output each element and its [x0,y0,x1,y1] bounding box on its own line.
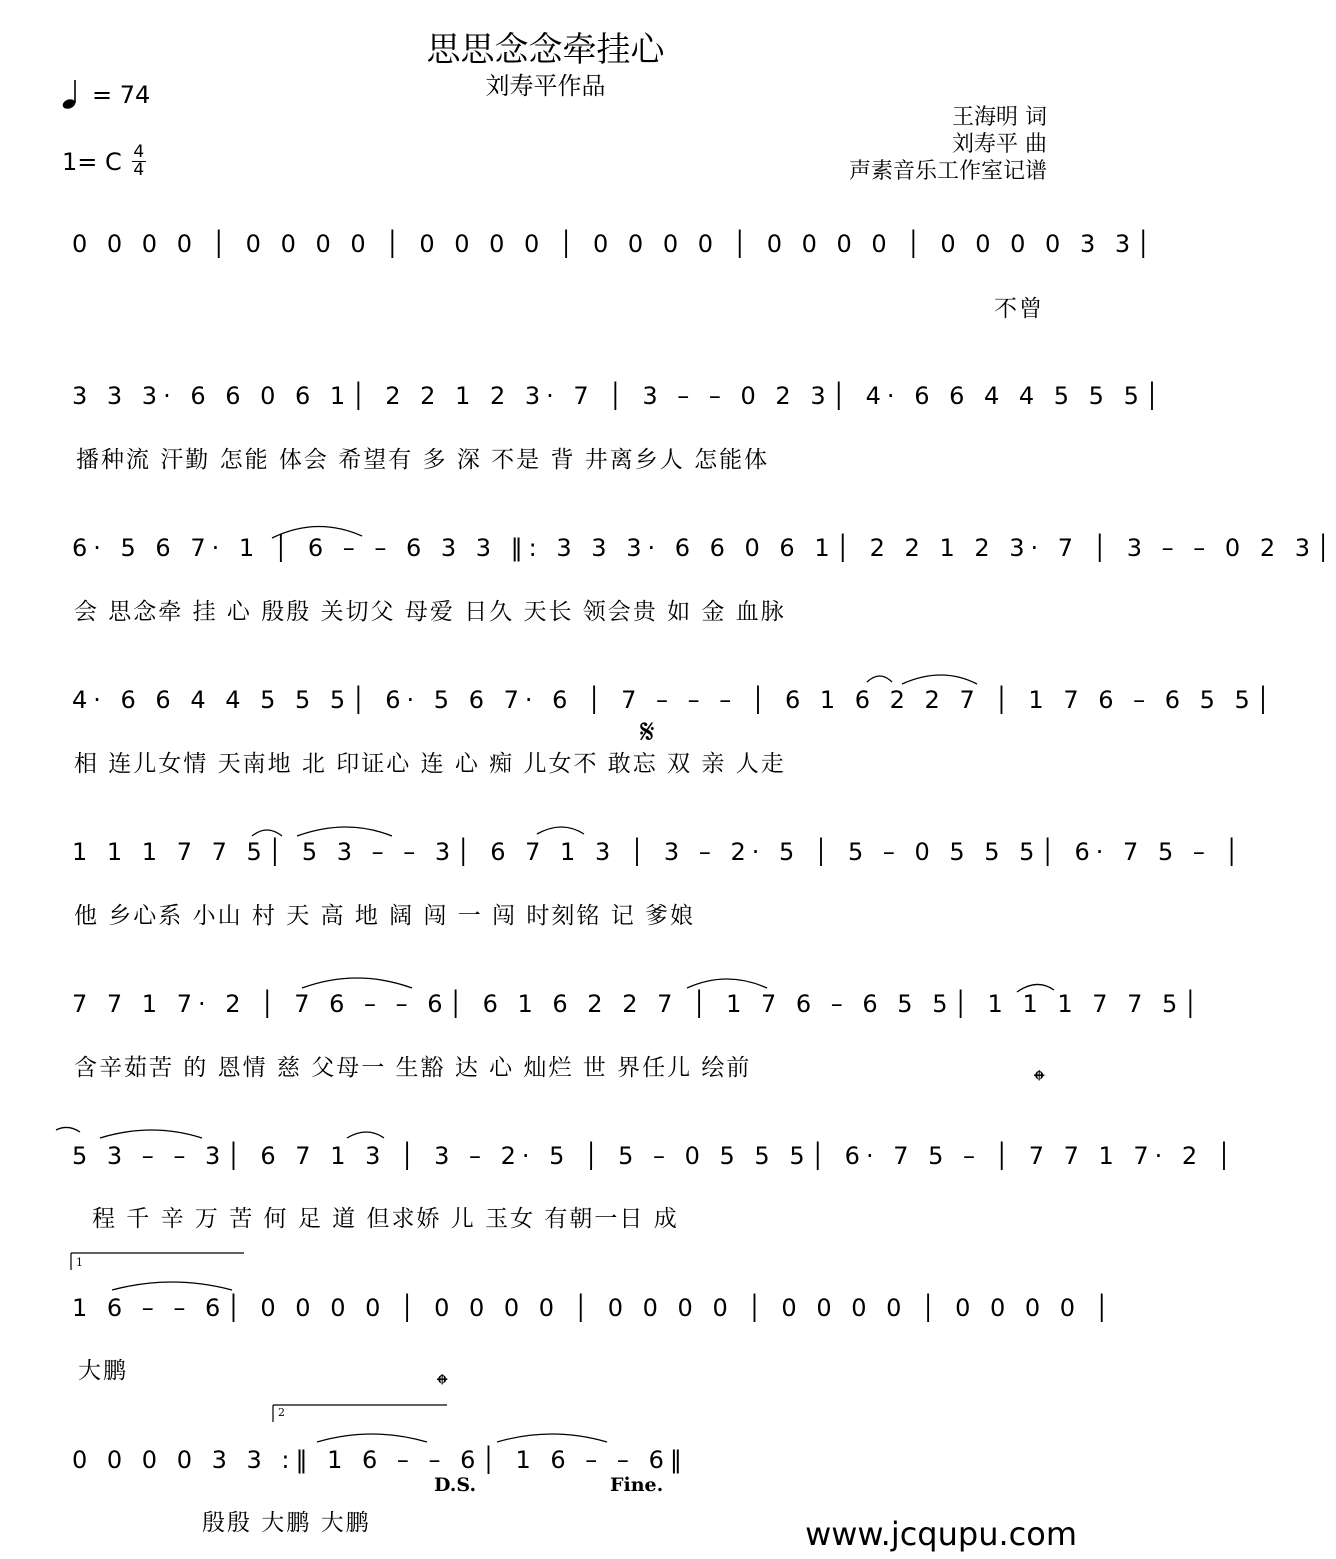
time-sig-top: 4 [133,142,145,162]
notation-line: 0 0 0 0 3 3 :‖ 1 6 – – 6│ 1 6 – – 6‖ [72,1446,688,1474]
staff-system-7 [72,1136,1238,1176]
staff-system-1 [72,224,1157,264]
song-subtitle: 刘寿平作品 [485,72,606,100]
staff-system-4 [72,680,1277,720]
volta-bracket-1 [70,1252,245,1272]
notation-line: 1 6 – – 6│ 0 0 0 0 │ 0 0 0 0 │ 0 0 0 0 │ 0 0 0 0 │ 0 0 0 0 │ [72,1294,1116,1322]
fine-marking: Fine. [610,1474,664,1496]
tempo-value: = 74 [92,81,151,109]
lyricist: 王海明 词 [952,105,1047,130]
notation-line: 1 1 1 7 7 5│ 5 3 – – 3│ 6 7 1 3 │ 3 – 2· 5 │ 5 – 0 5 5 5│ 6· 7 5 – │ [72,838,1245,866]
volta-number-2: 2 [278,1406,285,1419]
key-label: 1= C [62,147,122,176]
notation-line: 7 7 1 7· 2 │ 7 6 – – 6│ 6 1 6 2 2 7 │ 1 7 6 – 6 5 5│ 1 1 1 7 7 5│ [72,990,1204,1018]
song-title: 思思念念牵挂心 [426,30,665,70]
staff-system-6 [72,984,1204,1024]
lyrics-line: 大鹏 [78,1358,128,1384]
staff-system-2 [72,376,1166,416]
composer: 刘寿平 曲 [952,132,1047,157]
notation-line: 4· 6 6 4 4 5 5 5│ 6· 5 6 7· 6 │ 7 – – – │ 6 1 6 2 2 7 │ 1 7 6 – 6 5 5│ [72,686,1277,714]
staff-system-8 [72,1288,1116,1328]
staff-system-5 [72,832,1245,872]
lyrics-line: 会 思念牵 挂 心 殷殷 关切父 母爱 日久 天长 领会贵 如 金 血脉 [74,599,786,625]
segno-icon: 𝄋 [640,712,655,752]
notation-line: 5 3 – – 3│ 6 7 1 3 │ 3 – 2· 5 │ 5 – 0 5 5 5│ 6· 7 5 – │ 7 7 1 7· 2 │ [72,1142,1238,1170]
time-signature [132,144,146,179]
lyrics-line: 含辛茹苦 的 恩情 慈 父母一 生豁 达 心 灿烂 世 界任儿 绘前 [74,1055,752,1081]
lyrics-line: 相 连儿女情 天南地 北 印证心 连 心 痴 儿女不 敢忘 双 亲 人走 [74,751,786,777]
volta-number-1: 1 [76,1256,83,1269]
notation-line: 6· 5 6 7· 1 │ 6 – – 6 3 3 ‖: 3 3 3· 6 6 0 6 1│ 2 2 1 2 3· 7 │ 3 – – 0 2 3│ [72,534,1336,562]
coda-icon: 𝄌 [437,1368,448,1403]
lyrics-line: 播种流 汗勤 怎能 体会 希望有 多 深 不是 背 井离乡人 怎能体 [76,447,770,473]
volta-bracket-2 [272,1404,448,1424]
time-sig-bottom: 4 [133,160,145,180]
staff-system-3 [72,528,1336,568]
coda-icon: 𝄌 [1034,1064,1045,1099]
website-watermark: www.jcqupu.com [805,1515,1077,1553]
lyrics-line: 不曾 [994,296,1044,322]
ds-marking: D.S. [434,1474,477,1496]
quarter-note-icon [62,80,80,110]
staff-system-9 [72,1440,1052,1480]
notation-line: 0 0 0 0 │ 0 0 0 0 │ 0 0 0 0 │ 0 0 0 0 │ 0 0 0 0 │ 0 0 0 0 3 3│ [72,230,1157,258]
tempo-marking [62,80,150,110]
lyrics-line: 殷殷 大鹏 大鹏 [202,1510,371,1536]
transcriber: 声素音乐工作室记谱 [848,159,1047,184]
key-signature [62,144,146,179]
lyrics-line: 他 乡心系 小山 村 天 高 地 阔 闯 一 闯 时刻铭 记 爹娘 [74,903,696,929]
lyrics-line: 程 千 辛 万 苦 何 足 道 但求娇 儿 玉女 有朝一日 成 [92,1206,679,1232]
credits [849,104,1047,185]
notation-line: 3 3 3· 6 6 0 6 1│ 2 2 1 2 3· 7 │ 3 – – 0 2 3│ 4· 6 6 4 4 5 5 5│ [72,382,1166,410]
